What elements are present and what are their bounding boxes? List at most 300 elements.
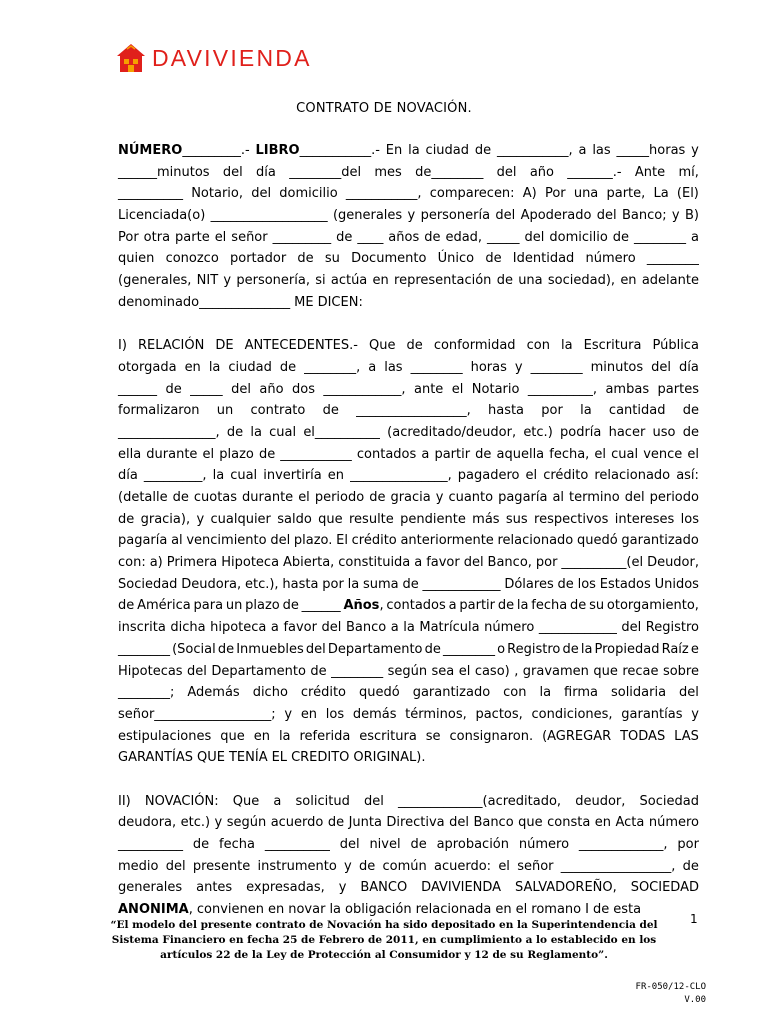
word: formalizaron [118,403,200,419]
word: horas [470,359,507,375]
word: quedó [576,533,618,549]
word: de [336,229,353,245]
word: de [297,251,314,267]
text-line [118,682,699,704]
word: contados [386,598,446,614]
word: garantías [621,706,683,722]
word: personería, [236,273,310,289]
word: la [347,576,360,592]
word: para [193,598,224,614]
word: de________ [415,164,484,180]
page-number: 1 [690,912,698,926]
word: ________, [304,359,361,375]
word: En [385,143,403,158]
word: más [472,511,500,527]
word: __________________ [210,208,328,224]
word: pactos, [475,706,523,722]
word: ______ [301,598,341,614]
word: términos, [405,706,467,722]
word: A) [522,186,537,202]
word: del [270,533,291,549]
word: así: [676,468,699,484]
word: __________(el [561,555,644,571]
word: actúa [330,273,368,289]
word: de [165,381,182,397]
word: sociedad), [547,273,616,289]
word: el [202,446,215,462]
word: La [653,186,669,202]
word: ORIGINAL). [353,750,426,766]
word: vence [643,446,683,462]
word: ambas [605,381,650,397]
word: de [475,446,492,462]
word: el [498,858,510,874]
word: Hipotecas [118,663,183,679]
word: referida [299,728,351,744]
text-line [118,574,699,596]
word: la [212,468,225,484]
word: según [387,663,428,679]
text-line [118,292,699,314]
word: del [251,186,272,202]
word: del [621,620,642,636]
word: GARANTÍAS [118,750,194,766]
word: años [388,229,420,245]
word: Primera [166,555,218,571]
text-line [118,487,699,509]
word: adelante [641,273,699,289]
word: cual [611,446,639,462]
word: (acreditado/deudor, [387,424,517,440]
word: Banco [473,815,514,831]
word: relacionada [415,902,492,918]
word: ________ [331,663,384,679]
text-line [118,617,699,639]
word: Apoderado [520,208,592,224]
word: al [552,490,565,505]
word: y [338,880,347,896]
word: una [573,186,599,202]
word: antes [196,880,233,896]
word: a [421,446,430,462]
word: número [648,815,699,831]
word: de [485,251,502,267]
word: la [516,598,529,614]
word: dos [291,381,315,397]
word: en [253,728,270,744]
word: __________ [264,837,330,852]
word: parte, [606,186,646,202]
word: ____________, [323,381,406,397]
word: consignaron. [449,728,534,744]
word: y [344,858,352,874]
word: del [222,164,243,180]
word: los [577,576,596,592]
form-code: FR-050/12-CLO [635,982,706,992]
word: del [321,620,342,636]
word: otorgada [118,359,177,375]
word: expresadas, [246,880,325,896]
word: comparecen: [429,186,515,202]
word: NÚMERO_________.- [118,143,250,158]
word: Pública [652,338,699,354]
word: Que [232,793,260,809]
word: ANONIMA, [118,902,193,918]
word: cuanto [448,490,494,505]
word: durante [242,490,294,505]
paragraph-gap [118,314,699,336]
text-line [118,227,699,249]
word: a [390,620,399,636]
word: quien [118,251,155,267]
word: fecha [531,598,568,614]
word: de [682,403,699,419]
word: Ante [634,164,666,180]
word: _______________, [118,424,220,440]
word: ______ [118,381,157,397]
word: gracia [390,490,431,505]
word: respectivos [534,511,609,527]
word: a [578,143,587,158]
word: I [585,902,589,918]
word: y [691,143,699,158]
word: cual [230,468,258,484]
word: de [310,663,327,679]
word: Sociedad [118,576,178,592]
word: garantizado [621,533,699,549]
text-line [118,270,699,292]
word: Departamento [327,641,423,657]
word: _____ [487,229,520,245]
word: de [496,273,513,289]
word: (generales [332,208,403,224]
text-line [118,400,699,422]
text-line [118,444,699,466]
text-line [118,834,699,856]
word: obligación [345,902,412,918]
word: QUE [197,750,225,766]
word: y [671,208,680,224]
contract-body [118,140,699,921]
word: _______.- [567,164,622,180]
word: partir [459,598,495,614]
word: _________ [272,229,332,245]
word: uso [652,424,676,440]
text-line [118,379,699,401]
word: solicitud [295,793,350,809]
word: en [300,706,318,722]
word: relacionado [497,533,574,549]
word: la [539,685,552,701]
word: edad, [445,229,483,245]
word: se [425,728,441,744]
word: el [594,446,607,462]
word: del [679,685,699,701]
word: señor [517,858,554,874]
word: hasta [487,403,525,419]
document-title: CONTRATO DE NOVACIÓN. [296,101,472,116]
word: (AGREGAR [542,728,612,744]
text-line [118,726,699,748]
word: ________; [118,685,175,701]
word: y [214,815,223,831]
word: su [324,251,340,267]
word: sus [505,511,528,527]
word: partir [434,446,471,462]
word: Notario [471,381,520,397]
word: número [484,620,535,636]
word: acuerdo [270,815,324,831]
word: ella [118,446,142,462]
word: de [570,598,587,614]
word: conformidad [433,338,516,354]
word: el [687,446,699,462]
word: caso) [474,663,510,679]
word: por [535,555,558,571]
word: pagaría [118,533,168,549]
word: parte [175,229,210,245]
word: Único [437,251,475,267]
word: Departamento [211,663,306,679]
word: resulte [349,511,394,527]
word: plazo [245,598,280,614]
word: ________del [289,164,362,180]
word: que [518,815,543,831]
word: podría [559,424,602,440]
word: con [503,685,527,701]
word: una [518,273,543,289]
word: de [682,858,699,874]
word: el [214,229,227,245]
word: del [624,490,645,505]
word: la [250,424,262,440]
word: cantidad [608,403,666,419]
word: de [682,424,699,440]
word: esta [613,902,642,918]
text-line [118,465,699,487]
word: estipulaciones [118,728,212,744]
word: de [118,511,135,527]
word: hasta [282,576,319,592]
word: de [258,446,276,462]
word: EL [271,750,288,766]
word: _____horas [616,143,686,158]
word: (El) [676,186,699,202]
word: Junta [348,815,382,831]
word: Unidos [654,576,699,592]
word: convienen [196,902,264,918]
word: CREDITO [291,750,350,766]
word: ___________, [345,186,422,202]
text-line [118,661,699,683]
word: crédito [300,685,347,701]
word: firma [564,685,598,701]
word: pagaría [498,490,548,505]
word: ________ [646,251,699,267]
word: en [184,359,201,375]
word: __________, [527,381,598,397]
word: que [593,663,618,679]
word: y [514,359,523,375]
text-line [118,877,699,899]
word: __________ [118,186,183,202]
word: el__________ [303,424,380,440]
word: de [322,403,339,419]
word: Banco [345,620,387,636]
word: Directiva [386,815,445,831]
word: las [384,359,403,375]
word: contados [356,446,417,462]
word: a [270,620,279,636]
text-line [118,183,699,205]
word: e [690,641,699,657]
word: Documento [351,251,427,267]
word: LIBRO___________.- [255,143,380,158]
word: un [216,403,234,419]
word: de [192,837,210,852]
word: dicha [170,620,206,636]
word: representación [394,273,492,289]
word: Dólares [504,576,554,592]
word: II) [118,793,131,809]
word: NIT [196,273,219,289]
text-line [118,856,699,878]
word: día [679,359,699,375]
word: SOCIEDAD [630,880,699,896]
word: ciudad [425,143,470,158]
word: en [267,902,285,918]
word: hacer [608,424,646,440]
word: del [496,164,517,180]
word: cuotas [193,490,238,505]
word: gracia), [140,511,191,527]
text-line [118,552,699,574]
word: la [561,338,573,354]
word: dicho [252,685,288,701]
word: Por [118,229,139,245]
word: ______minutos [118,164,210,180]
word: Banco; [621,208,667,224]
word: de [474,143,492,158]
davivienda-logo [114,40,312,76]
word: de [369,490,386,505]
word: por [677,837,699,852]
word: ________ [530,359,583,375]
word: garantizado [412,685,491,701]
word: partes [657,381,699,397]
text-line [118,595,699,617]
word: ____________ [422,576,501,592]
word: la [580,641,593,657]
word: ________ [634,229,687,245]
word: TENÍA [228,750,268,766]
text-line [118,248,699,270]
word: los [325,706,345,722]
word: DICEN: [317,294,363,310]
word: del [187,663,207,679]
word: sobre [662,663,699,679]
form-version: V.00 [684,995,706,1005]
word: Identidad [512,251,575,267]
word: demás [352,706,397,722]
text-line [118,357,699,379]
word: LAS [674,728,699,744]
word: de [217,641,235,657]
word: América [137,598,191,614]
word: en [372,273,389,289]
text-line [118,791,699,813]
word: a [414,555,423,571]
word: a) [149,555,163,571]
word: periodo [314,490,365,505]
word: y [223,273,232,289]
word: en [327,468,345,484]
word: ____________ [538,620,617,636]
word: relacionado [594,468,671,484]
word: ________ [118,641,170,657]
text-line [118,140,699,162]
word: señor__________________; [118,706,276,722]
text-line [118,639,699,661]
word: el [458,663,471,679]
word: mí, [678,164,699,180]
word: año [259,381,284,397]
word: Estados [599,576,651,592]
word: que [220,728,245,744]
word: de [359,858,376,874]
word: pendiente [400,511,466,527]
word: de [118,598,135,614]
word: inscrita [118,620,166,636]
word: deudor, [575,793,626,809]
word: Licenciada(o) [118,208,206,224]
word: de [612,229,630,245]
word: medio [118,858,159,874]
word: Que [368,338,396,354]
word: intereses [614,511,675,527]
word: Registro [645,620,699,636]
word: solidaria [610,685,667,701]
text-line [118,812,699,834]
word: NOVACIÓN: [144,793,219,809]
word: hipoteca [210,620,267,636]
word: cual [269,424,297,440]
word: etc.) [523,424,553,440]
word: B) [684,208,699,224]
word: invertiría [263,468,322,484]
word: quedó [359,685,400,701]
word: Abierta, [283,555,335,571]
word: de [557,576,574,592]
word: Raíz [661,641,689,657]
text-line [118,747,699,769]
word: ____ [357,229,384,245]
word: y [691,706,699,722]
word: TODAS [620,728,666,744]
word: saldo [277,511,312,527]
word: ME [294,294,314,310]
word: SALVADOREÑO, [515,880,617,896]
word: otra [143,229,171,245]
word: (Social [172,641,216,657]
word: instrumento [257,858,337,874]
word: al [171,533,183,549]
word: anteriormente [400,533,494,549]
word: año [529,164,554,180]
word: vencimiento [186,533,267,549]
word: Sociedad [639,793,699,809]
word: o [497,641,506,657]
